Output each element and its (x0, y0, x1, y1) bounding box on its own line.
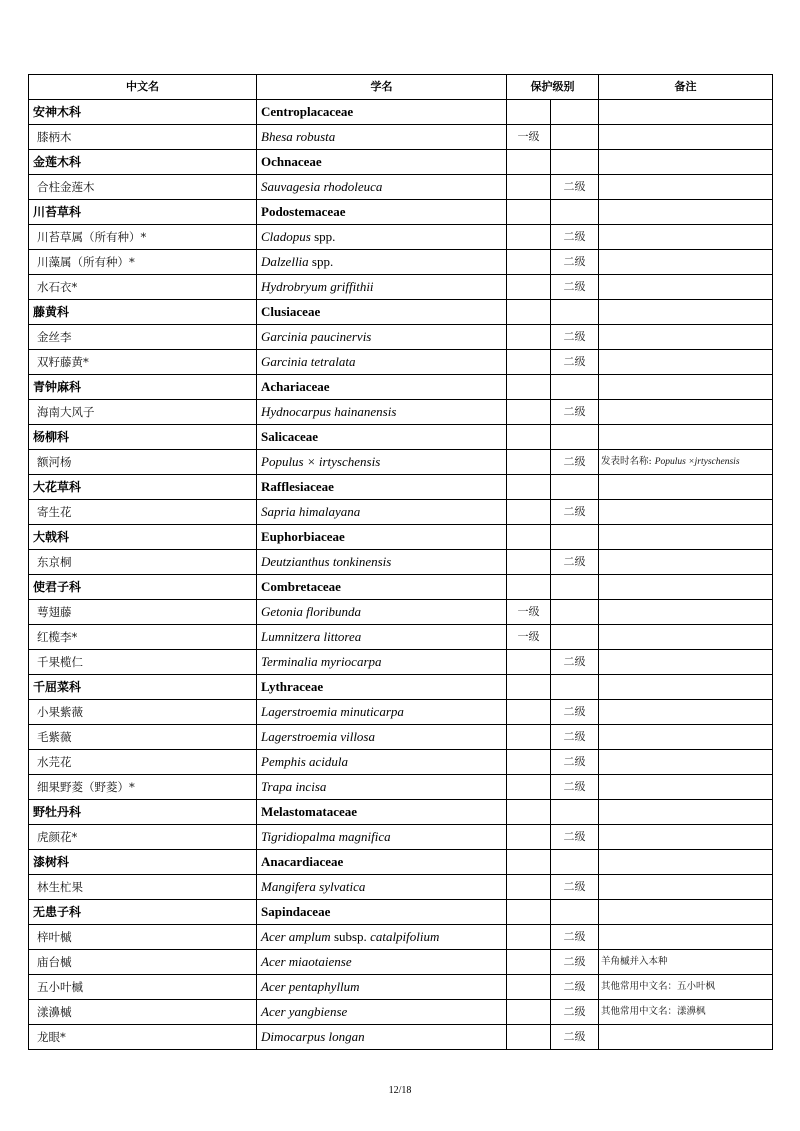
family-chinese-name: 大戟科 (29, 525, 257, 550)
scientific-name-text: Euphorbiaceae (261, 529, 345, 544)
scientific-name-text: Pemphis acidula (261, 754, 349, 769)
species-row (29, 975, 773, 1000)
family-chinese-name: 青钟麻科 (29, 375, 257, 400)
protection-level-first (507, 475, 551, 500)
remarks-cell (599, 825, 773, 850)
species-chinese-name: 川藻属（所有种）* (29, 250, 257, 275)
remarks-cell (599, 275, 773, 300)
species-scientific-name (257, 600, 507, 625)
family-row (29, 150, 773, 175)
protection-level-first (507, 150, 551, 175)
species-row (29, 1000, 773, 1025)
remarks-cell (599, 700, 773, 725)
species-row (29, 700, 773, 725)
family-row (29, 900, 773, 925)
species-scientific-name (257, 650, 507, 675)
protection-level-first (507, 975, 551, 1000)
family-chinese-name: 千屈菜科 (29, 675, 257, 700)
scientific-name-text: Dalzellia (261, 254, 309, 269)
scientific-name-rank: subsp. (330, 929, 371, 944)
remarks-cell (599, 775, 773, 800)
species-row (29, 775, 773, 800)
scientific-name-text: Acer yangbiense (261, 1004, 348, 1019)
remarks-cell (599, 350, 773, 375)
remarks-cell (599, 750, 773, 775)
protection-level-first (507, 1025, 551, 1050)
protection-level-first (507, 200, 551, 225)
scientific-name-text: Lagerstroemia minuticarpa (261, 704, 404, 719)
remarks-cell (599, 425, 773, 450)
species-scientific-name (257, 925, 507, 950)
species-chinese-name: 梓叶槭 (29, 925, 257, 950)
family-scientific-name (257, 100, 507, 125)
remarks-cell (599, 1000, 773, 1025)
protection-level-first (507, 250, 551, 275)
species-scientific-name (257, 500, 507, 525)
species-scientific-name (257, 400, 507, 425)
remarks-cell (599, 675, 773, 700)
scientific-name-text: Lumnitzera littorea (261, 629, 362, 644)
species-chinese-name: 红榄李* (29, 625, 257, 650)
species-scientific-name (257, 275, 507, 300)
protection-level-second: 二级 (551, 275, 599, 300)
family-row (29, 100, 773, 125)
species-chinese-name: 虎颜花* (29, 825, 257, 850)
scientific-name-text: Getonia floribunda (261, 604, 362, 619)
species-row (29, 175, 773, 200)
protection-level-first (507, 175, 551, 200)
protection-level-first (507, 1000, 551, 1025)
species-chinese-name: 毛紫薇 (29, 725, 257, 750)
remarks-text: 羊角槭并入本种 (601, 956, 668, 967)
species-row (29, 350, 773, 375)
protection-level-first (507, 350, 551, 375)
remarks-cell (599, 875, 773, 900)
family-scientific-name (257, 850, 507, 875)
header-protection-level: 保护级别 (507, 75, 599, 100)
species-row (29, 275, 773, 300)
protection-level-second: 二级 (551, 250, 599, 275)
remarks-cell (599, 950, 773, 975)
protection-level-second (551, 200, 599, 225)
remarks-cell (599, 325, 773, 350)
scientific-name-text: Salicaceae (261, 429, 319, 444)
family-scientific-name (257, 300, 507, 325)
scientific-name-text: Sapria himalayana (261, 504, 361, 519)
remarks-cell (599, 925, 773, 950)
family-scientific-name (257, 425, 507, 450)
scientific-name-text: Podostemaceae (261, 204, 346, 219)
scientific-name-text: Acer pentaphyllum (261, 979, 360, 994)
protection-level-second: 二级 (551, 750, 599, 775)
protection-level-second: 二级 (551, 500, 599, 525)
species-chinese-name: 双籽藤黄* (29, 350, 257, 375)
family-chinese-name: 安神木科 (29, 100, 257, 125)
protection-level-second (551, 600, 599, 625)
scientific-name-text: Achariaceae (261, 379, 330, 394)
remarks-cell (599, 400, 773, 425)
species-scientific-name (257, 1025, 507, 1050)
remarks-cell (599, 975, 773, 1000)
scientific-name-text: Garcinia paucinervis (261, 329, 372, 344)
remarks-cell (599, 250, 773, 275)
header-chinese-name: 中文名 (29, 75, 257, 100)
species-chinese-name: 东京桐 (29, 550, 257, 575)
scientific-name-text: Populus × irtyschensis (261, 454, 381, 469)
protection-level-second (551, 150, 599, 175)
protection-level-first: 一级 (507, 125, 551, 150)
species-scientific-name (257, 225, 507, 250)
remarks-cell (599, 375, 773, 400)
species-scientific-name (257, 250, 507, 275)
species-scientific-name (257, 750, 507, 775)
species-chinese-name: 膝柄木 (29, 125, 257, 150)
species-row (29, 500, 773, 525)
protection-level-first (507, 775, 551, 800)
scientific-name-text: Combretaceae (261, 579, 341, 594)
species-scientific-name (257, 550, 507, 575)
species-row (29, 450, 773, 475)
remarks-cell (599, 800, 773, 825)
species-scientific-name (257, 125, 507, 150)
remarks-cell (599, 850, 773, 875)
header-scientific-name: 学名 (257, 75, 507, 100)
remarks-cell (599, 575, 773, 600)
family-row (29, 850, 773, 875)
protection-level-first (507, 275, 551, 300)
scientific-name-text: Garcinia tetralata (261, 354, 356, 369)
protection-level-second: 二级 (551, 875, 599, 900)
protection-level-second (551, 300, 599, 325)
protection-level-second (551, 625, 599, 650)
remarks-cell (599, 550, 773, 575)
family-scientific-name (257, 150, 507, 175)
scientific-name-text: Ochnaceae (261, 154, 322, 169)
remarks-cell (599, 100, 773, 125)
species-row (29, 825, 773, 850)
species-row (29, 125, 773, 150)
species-chinese-name: 五小叶槭 (29, 975, 257, 1000)
protection-level-second: 二级 (551, 350, 599, 375)
remarks-text: 发表时名称: (601, 456, 655, 467)
protection-level-first (507, 550, 551, 575)
remarks-cell (599, 525, 773, 550)
scientific-name-text: Rafflesiaceae (261, 479, 334, 494)
species-chinese-name: 千果榄仁 (29, 650, 257, 675)
protection-level-second (551, 575, 599, 600)
family-scientific-name (257, 800, 507, 825)
species-scientific-name (257, 975, 507, 1000)
species-scientific-name (257, 825, 507, 850)
scientific-name-text: Trapa incisa (261, 779, 327, 794)
species-chinese-name: 水芫花 (29, 750, 257, 775)
scientific-name-text: Melastomataceae (261, 804, 358, 819)
species-scientific-name (257, 950, 507, 975)
protection-level-first (507, 800, 551, 825)
family-row (29, 300, 773, 325)
scientific-name-suffix: spp. (308, 254, 334, 269)
remarks-cell (599, 150, 773, 175)
species-chinese-name: 金丝李 (29, 325, 257, 350)
species-chinese-name: 小果紫薇 (29, 700, 257, 725)
remarks-cell (599, 1025, 773, 1050)
page-number: 12/18 (388, 1085, 412, 1096)
species-row (29, 225, 773, 250)
species-chinese-name: 额河杨 (29, 450, 257, 475)
family-chinese-name: 金莲木科 (29, 150, 257, 175)
remarks-text: 其他常用中文名：五小叶枫 (601, 981, 716, 992)
species-chinese-name: 合柱金莲木 (29, 175, 257, 200)
species-row (29, 750, 773, 775)
scientific-name-text: Terminalia myriocarpa (261, 654, 382, 669)
protection-level-second (551, 675, 599, 700)
protection-level-first (507, 375, 551, 400)
protection-level-first (507, 925, 551, 950)
protection-level-first (507, 500, 551, 525)
remarks-text: 其他常用中文名：漾濞枫 (601, 1006, 706, 1017)
scientific-name-text: Hydnocarpus hainanensis (261, 404, 397, 419)
protection-level-first (507, 725, 551, 750)
protection-level-first (507, 400, 551, 425)
header-remarks: 备注 (599, 75, 773, 100)
protection-level-first (507, 875, 551, 900)
species-row (29, 600, 773, 625)
protection-level-second: 二级 (551, 775, 599, 800)
family-row (29, 525, 773, 550)
family-scientific-name (257, 200, 507, 225)
species-row (29, 400, 773, 425)
family-row (29, 375, 773, 400)
remarks-cell (599, 200, 773, 225)
species-chinese-name: 海南大风子 (29, 400, 257, 425)
protection-level-first (507, 425, 551, 450)
protection-level-first (507, 225, 551, 250)
protection-level-second: 二级 (551, 925, 599, 950)
protection-level-first (507, 650, 551, 675)
protection-level-second (551, 900, 599, 925)
species-row (29, 950, 773, 975)
family-row (29, 575, 773, 600)
species-scientific-name (257, 175, 507, 200)
species-row (29, 625, 773, 650)
remarks-cell (599, 900, 773, 925)
protection-level-second: 二级 (551, 450, 599, 475)
scientific-name-text: Clusiaceae (261, 304, 321, 319)
species-row (29, 325, 773, 350)
scientific-name-text: Bhesa robusta (261, 129, 336, 144)
remarks-cell (599, 175, 773, 200)
species-row (29, 925, 773, 950)
protected-plants-table (28, 74, 773, 1050)
remarks-cell (599, 300, 773, 325)
scientific-name-text: Anacardiaceae (261, 854, 344, 869)
species-scientific-name (257, 325, 507, 350)
protection-level-second: 二级 (551, 950, 599, 975)
protection-level-second (551, 800, 599, 825)
remarks-cell (599, 600, 773, 625)
species-row (29, 725, 773, 750)
species-row (29, 250, 773, 275)
protection-level-first (507, 300, 551, 325)
species-row (29, 550, 773, 575)
scientific-name-text: Lythraceae (261, 679, 324, 694)
table-body (29, 100, 773, 1050)
remarks-cell (599, 500, 773, 525)
family-chinese-name: 漆树科 (29, 850, 257, 875)
protection-level-second: 二级 (551, 550, 599, 575)
protection-level-second: 二级 (551, 225, 599, 250)
species-chinese-name: 龙眼* (29, 1025, 257, 1050)
protection-level-second (551, 850, 599, 875)
protection-level-first (507, 100, 551, 125)
protection-level-first (507, 700, 551, 725)
protection-level-first (507, 950, 551, 975)
protection-level-first (507, 750, 551, 775)
species-row (29, 875, 773, 900)
scientific-name-text: Lagerstroemia villosa (261, 729, 375, 744)
protection-level-first (507, 575, 551, 600)
table-header-row (29, 75, 773, 100)
protection-level-second: 二级 (551, 975, 599, 1000)
species-row (29, 1025, 773, 1050)
family-row (29, 475, 773, 500)
species-scientific-name (257, 725, 507, 750)
species-chinese-name: 细果野菱（野菱）* (29, 775, 257, 800)
protection-level-first: 一级 (507, 625, 551, 650)
protection-level-first (507, 900, 551, 925)
protection-level-second: 二级 (551, 725, 599, 750)
protection-level-first (507, 850, 551, 875)
remarks-cell (599, 650, 773, 675)
species-scientific-name (257, 350, 507, 375)
species-scientific-name (257, 625, 507, 650)
scientific-name-text: Cladopus (261, 229, 311, 244)
protection-level-second (551, 525, 599, 550)
family-scientific-name (257, 675, 507, 700)
scientific-name-infraspecific: catalpifolium (370, 929, 440, 944)
species-chinese-name: 林生杧果 (29, 875, 257, 900)
remarks-cell (599, 225, 773, 250)
family-chinese-name: 野牡丹科 (29, 800, 257, 825)
remarks-cell (599, 125, 773, 150)
family-scientific-name (257, 375, 507, 400)
protection-level-first (507, 325, 551, 350)
species-chinese-name: 萼翅藤 (29, 600, 257, 625)
family-chinese-name: 杨柳科 (29, 425, 257, 450)
protection-level-second (551, 100, 599, 125)
remarks-cell (599, 475, 773, 500)
species-scientific-name (257, 775, 507, 800)
scientific-name-text: Centroplacaceae (261, 104, 354, 119)
species-scientific-name (257, 1000, 507, 1025)
family-row (29, 200, 773, 225)
family-chinese-name: 大花草科 (29, 475, 257, 500)
protection-level-first (507, 825, 551, 850)
protection-level-second (551, 475, 599, 500)
species-chinese-name: 川苔草属（所有种）* (29, 225, 257, 250)
scientific-name-text: Hydrobryum griffithii (261, 279, 374, 294)
family-chinese-name: 无患子科 (29, 900, 257, 925)
protection-level-first (507, 525, 551, 550)
protection-level-second: 二级 (551, 175, 599, 200)
family-scientific-name (257, 575, 507, 600)
scientific-name-text: Tigridiopalma magnifica (261, 829, 391, 844)
scientific-name-text: Acer miaotaiense (261, 954, 352, 969)
remarks-original-name: Populus ×jrtyschensis (654, 457, 740, 467)
remarks-cell (599, 625, 773, 650)
family-row (29, 675, 773, 700)
protection-level-first (507, 450, 551, 475)
species-row (29, 650, 773, 675)
protection-level-second: 二级 (551, 650, 599, 675)
family-row (29, 800, 773, 825)
family-scientific-name (257, 525, 507, 550)
scientific-name-text: Acer amplum (261, 929, 331, 944)
scientific-name-text: Deutzianthus tonkinensis (261, 554, 392, 569)
family-chinese-name: 川苔草科 (29, 200, 257, 225)
species-scientific-name (257, 700, 507, 725)
scientific-name-text: Sapindaceae (261, 904, 331, 919)
scientific-name-text: Mangifera sylvatica (261, 879, 366, 894)
species-chinese-name: 水石衣* (29, 275, 257, 300)
species-chinese-name: 漾濞槭 (29, 1000, 257, 1025)
family-scientific-name (257, 900, 507, 925)
protected-plants-table-container (28, 74, 772, 1050)
protection-level-second (551, 125, 599, 150)
scientific-name-text: Sauvagesia rhodoleuca (261, 179, 383, 194)
scientific-name-text: Dimocarpus longan (261, 1029, 365, 1044)
protection-level-first (507, 675, 551, 700)
species-scientific-name (257, 450, 507, 475)
family-scientific-name (257, 475, 507, 500)
remarks-cell (599, 450, 773, 475)
scientific-name-suffix: spp. (310, 229, 336, 244)
protection-level-second: 二级 (551, 1000, 599, 1025)
species-chinese-name: 寄生花 (29, 500, 257, 525)
protection-level-second: 二级 (551, 700, 599, 725)
protection-level-second (551, 375, 599, 400)
protection-level-second: 二级 (551, 325, 599, 350)
protection-level-second (551, 425, 599, 450)
species-scientific-name (257, 875, 507, 900)
protection-level-second: 二级 (551, 400, 599, 425)
protection-level-second: 二级 (551, 825, 599, 850)
protection-level-second: 二级 (551, 1025, 599, 1050)
family-row (29, 425, 773, 450)
family-chinese-name: 藤黄科 (29, 300, 257, 325)
protection-level-first: 一级 (507, 600, 551, 625)
remarks-cell (599, 725, 773, 750)
species-chinese-name: 庙台槭 (29, 950, 257, 975)
family-chinese-name: 使君子科 (29, 575, 257, 600)
